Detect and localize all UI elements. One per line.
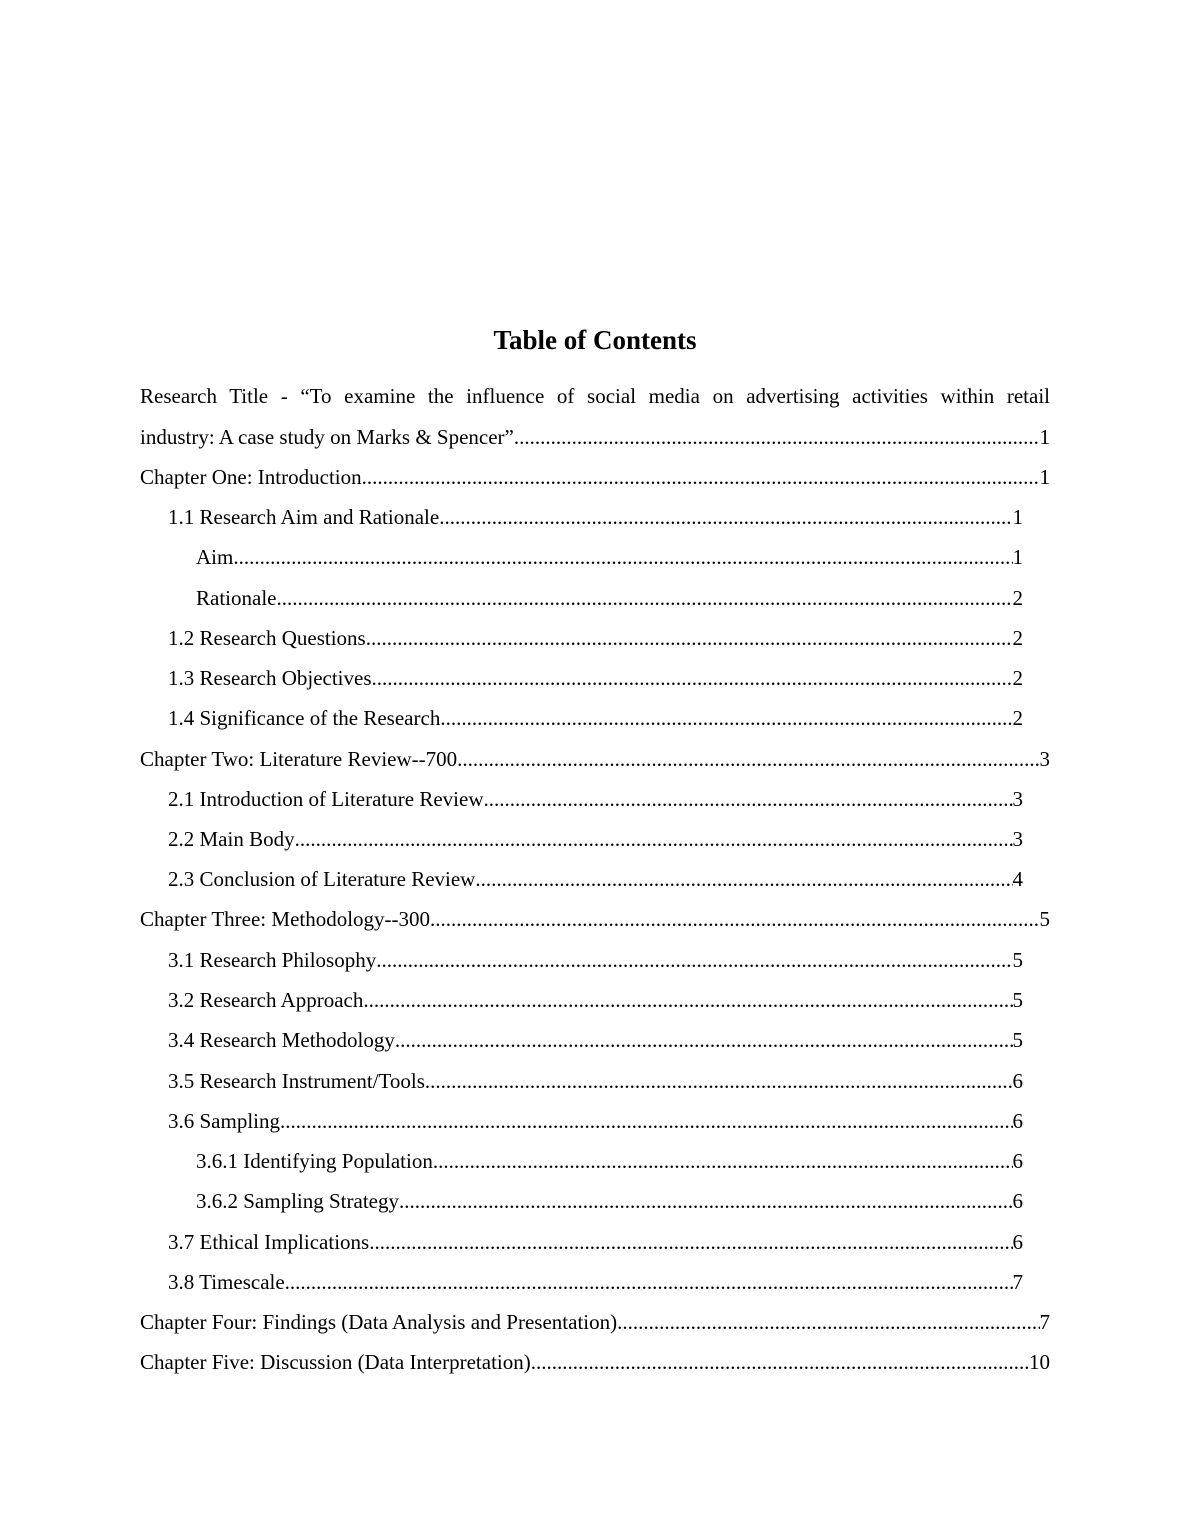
toc-entry-1-2[interactable] [168, 624, 1023, 652]
dot-leader [457, 745, 1039, 773]
dot-leader [433, 1147, 1013, 1175]
toc-entry-3-7[interactable] [168, 1228, 1023, 1256]
toc-entry-label: Chapter One: Introduction [140, 465, 362, 489]
dot-leader [395, 1026, 1013, 1054]
toc-page-number: 5 [1012, 948, 1023, 972]
toc-entry-research-title[interactable] [140, 423, 1050, 451]
toc-entry-label: 2.2 Main Body [168, 827, 295, 851]
toc-entry-3-6-2[interactable] [196, 1187, 1023, 1215]
dot-leader [475, 865, 1012, 893]
dot-leader [276, 584, 1012, 612]
dot-leader [376, 946, 1012, 974]
toc-entry-1-3[interactable] [168, 664, 1023, 692]
toc-entry-2-1[interactable] [168, 785, 1023, 813]
toc-page-number: 2 [1012, 586, 1023, 610]
toc-entry-label: 2.1 Introduction of Literature Review [168, 787, 484, 811]
dot-leader [295, 825, 1013, 853]
toc-page-number: 6 [1012, 1149, 1023, 1173]
toc-entry-3-1[interactable] [168, 946, 1023, 974]
toc-entry-3-6-1[interactable] [196, 1147, 1023, 1175]
toc-entry-rationale[interactable] [196, 584, 1023, 612]
toc-entry-label: 3.2 Research Approach [168, 988, 364, 1012]
toc-entry-aim[interactable] [196, 543, 1023, 571]
toc-page-number: 6 [1012, 1230, 1023, 1254]
toc-entry-3-5[interactable] [168, 1067, 1023, 1095]
toc-entry-research-title-line1[interactable]: Research Title - “To examine the influence of social media on advertising activities within retail [140, 384, 1050, 408]
toc-page-number: 10 [1029, 1350, 1050, 1374]
toc-page-number: 5 [1012, 1028, 1023, 1052]
toc-page-number: 1 [1039, 425, 1050, 449]
toc-page-number: 5 [1012, 988, 1023, 1012]
dot-leader [531, 1348, 1029, 1376]
dot-leader [366, 624, 1013, 652]
dot-leader [399, 1187, 1013, 1215]
toc-entry-chapter-four[interactable] [140, 1308, 1050, 1336]
toc-entry-label: Aim [196, 545, 234, 569]
toc-page-number: 2 [1012, 666, 1023, 690]
dot-leader [233, 543, 1012, 571]
toc-page-number: 3 [1039, 747, 1050, 771]
toc-page-number: 6 [1012, 1109, 1023, 1133]
toc-entry-label: 1.1 Research Aim and Rationale [168, 505, 440, 529]
dot-leader [514, 423, 1040, 451]
toc-page-number: 2 [1012, 706, 1023, 730]
toc-entry-label: 1.3 Research Objectives [168, 666, 372, 690]
toc-page-number: 6 [1012, 1189, 1023, 1213]
toc-entry-label: Chapter Two: Literature Review--700 [140, 747, 458, 771]
dot-leader [425, 1067, 1013, 1095]
toc-page-number: 5 [1039, 907, 1050, 931]
toc-entry-3-4[interactable] [168, 1026, 1023, 1054]
dot-leader [280, 1107, 1012, 1135]
toc-entry-label: 3.7 Ethical Implications [168, 1230, 370, 1254]
toc-entry-1-4[interactable] [168, 704, 1023, 732]
dot-leader [285, 1268, 1013, 1296]
toc-page-number: 1 [1012, 545, 1023, 569]
toc-entry-label: 3.6 Sampling [168, 1109, 281, 1133]
toc-page-number: 7 [1012, 1270, 1023, 1294]
dot-leader [362, 463, 1040, 491]
toc-entry-chapter-five[interactable] [140, 1348, 1050, 1376]
dot-leader [440, 704, 1012, 732]
toc-entry-label: Rationale [196, 586, 277, 610]
toc-entry-label: 3.6.1 Identifying Population [196, 1149, 433, 1173]
dot-leader [372, 664, 1013, 692]
toc-page-number: 7 [1039, 1310, 1050, 1334]
toc-page-number: 1 [1039, 465, 1050, 489]
toc-entry-3-6[interactable] [168, 1107, 1023, 1135]
dot-leader [483, 785, 1012, 813]
toc-entry-chapter-two[interactable] [140, 745, 1050, 773]
toc-entry-1-1[interactable] [168, 503, 1023, 531]
toc-title: Table of Contents [493, 325, 697, 355]
toc-entry-chapter-three[interactable] [140, 905, 1050, 933]
toc-page-number: 6 [1012, 1069, 1023, 1093]
toc-page-number: 2 [1012, 626, 1023, 650]
toc-entry-label: 3.8 Timescale [168, 1270, 285, 1294]
toc-entry-3-8[interactable] [168, 1268, 1023, 1296]
toc-entry-label: 1.4 Significance of the Research [168, 706, 441, 730]
dot-leader [363, 986, 1012, 1014]
toc-entry-label: 3.6.2 Sampling Strategy [196, 1189, 399, 1213]
toc-entry-2-2[interactable] [168, 825, 1023, 853]
toc-page-number: 3 [1012, 787, 1023, 811]
toc-entry-label: Chapter Four: Findings (Data Analysis and Presentation) [140, 1310, 618, 1334]
toc-page-number: 3 [1012, 827, 1023, 851]
toc-page-number: 1 [1012, 505, 1023, 529]
toc-entry-label: 3.4 Research Methodology [168, 1028, 395, 1052]
toc-entry-3-2[interactable] [168, 986, 1023, 1014]
toc-entry-label: industry: A case study on Marks & Spencer” [140, 425, 514, 449]
toc-page-number: 4 [1012, 867, 1023, 891]
toc-entry-label: 3.1 Research Philosophy [168, 948, 377, 972]
toc-entry-label: 1.2 Research Questions [168, 626, 366, 650]
dot-leader [430, 905, 1039, 933]
toc-entry-label: 3.5 Research Instrument/Tools [168, 1069, 425, 1093]
toc-entry-label: Chapter Five: Discussion (Data Interpretation) [140, 1350, 531, 1374]
toc-entry-label: 2.3 Conclusion of Literature Review [168, 867, 476, 891]
toc-entry-chapter-one[interactable] [140, 463, 1050, 491]
dot-leader [369, 1228, 1012, 1256]
dot-leader [617, 1308, 1039, 1336]
toc-entry-2-3[interactable] [168, 865, 1023, 893]
dot-leader [439, 503, 1012, 531]
toc-entry-label: Chapter Three: Methodology--300 [140, 907, 431, 931]
